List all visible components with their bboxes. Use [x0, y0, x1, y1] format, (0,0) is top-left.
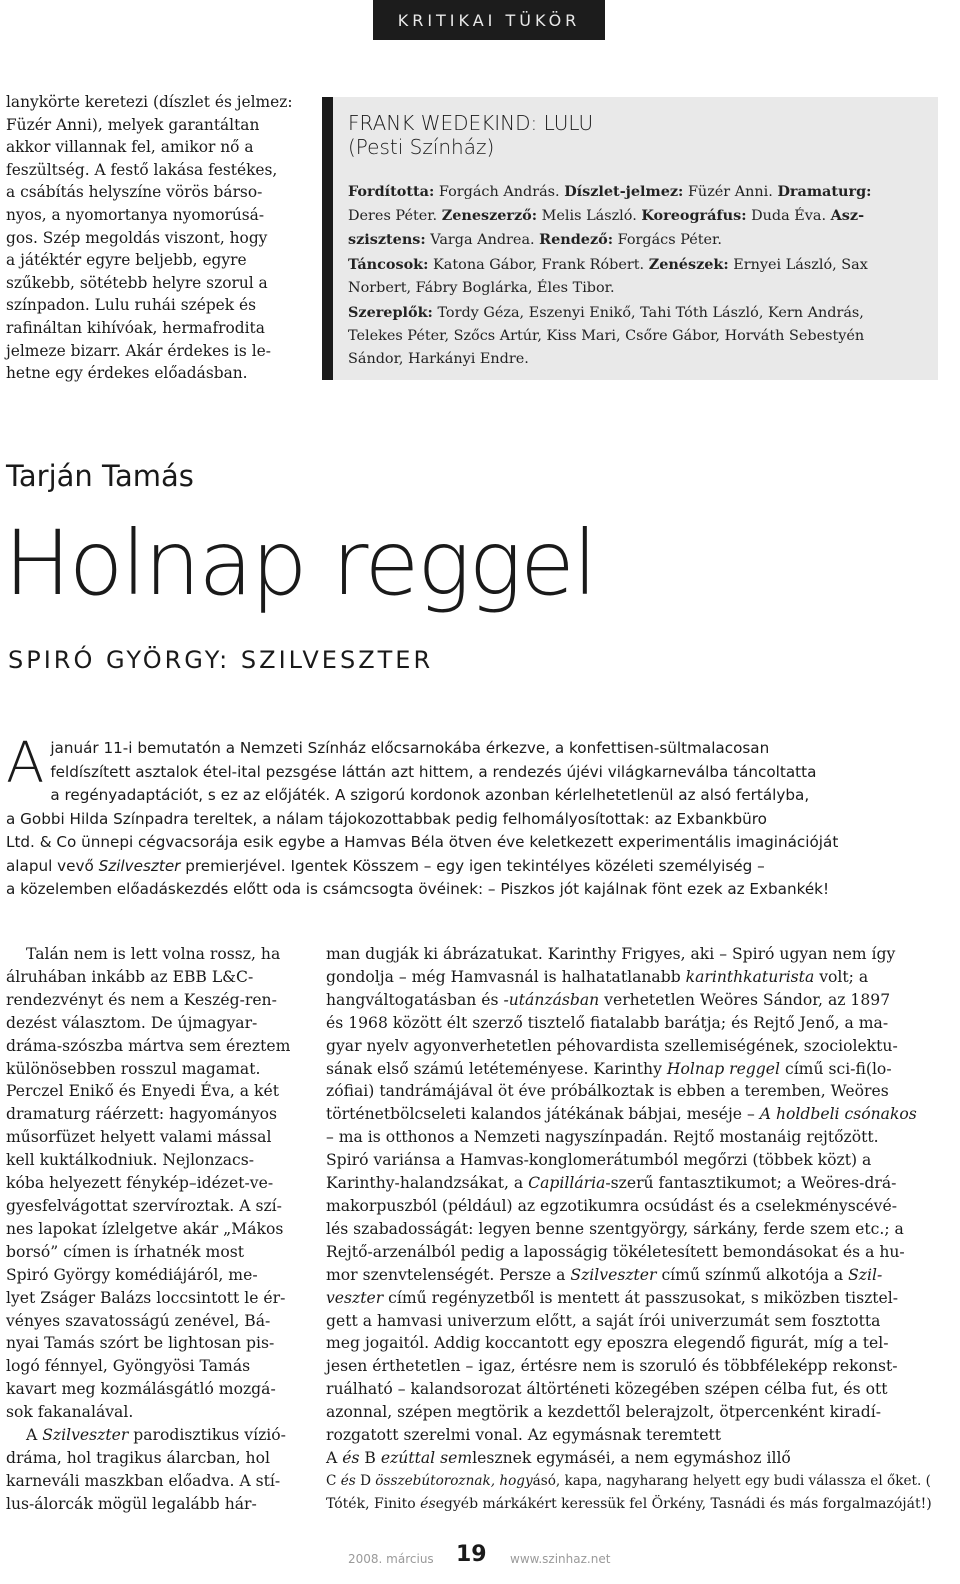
credits-text — [348, 180, 926, 372]
text: Füzér Anni), melyek garantáltan — [6, 115, 260, 134]
credit-value: Forgách András. — [434, 184, 565, 200]
text: című sci-fi(lo- — [780, 1059, 892, 1078]
text-line — [6, 340, 298, 363]
text-line — [6, 1447, 296, 1470]
text: című regényzetből is mentett át passzusokat, s miközben tisztel- — [383, 1288, 899, 1307]
text: feszültség. A festő lakása festékes, — [6, 160, 278, 179]
text-line — [6, 362, 298, 385]
text: színpadon. Lulu ruhái szépek és — [6, 296, 257, 315]
text-line — [326, 1126, 938, 1149]
text: Rejtő-arzenálból pedig a laposságig tökéletesített bemondásokat és a hu- — [326, 1242, 905, 1261]
credit-label: Rendező: — [539, 231, 614, 248]
text: dezést választom. De újmagyar- — [6, 1013, 258, 1032]
text: zófiai) tandrámájával öt éve próbálkoztak is ebben a teremben, Weöres — [326, 1082, 889, 1101]
text: lés szabadosságát: legyen benne szentgyörgy, sárkány, ferde szem etc.; a — [326, 1219, 904, 1238]
lead-line: a regényadaptációt, s ez az előjáték. A szigorú kordonok azonban kérlelhetetlenül az alsó fertályba, — [50, 786, 810, 804]
text-line — [6, 1103, 296, 1126]
text: hetne egy érdekes előadásban. — [6, 364, 248, 383]
credit-value: Duda Éva. — [746, 208, 831, 224]
text-line — [326, 1447, 938, 1470]
text: sának első számú letéteményese. Karinthy — [326, 1059, 667, 1078]
text: meg jogaitól. Addig koccantott egy eposzra elegendő figurát, míg a tel- — [326, 1334, 889, 1353]
text-line — [326, 1355, 938, 1378]
credit-value: Varga Andrea. — [425, 232, 540, 248]
credit-value: Norbert, Fábry Boglárka, Éles Tibor. — [348, 280, 615, 296]
credit-label: Táncosok: — [348, 256, 429, 273]
venue: (Pesti Színház) — [348, 135, 495, 159]
text: ruálható – kalandsorozat áltörténeti közegében szépen célba fut, és ott — [326, 1380, 888, 1399]
text-line — [6, 249, 298, 272]
text: Karinthy-halandzsákat, a — [326, 1174, 529, 1193]
text: történetbölcseleti kalandos játékának bábjai, meséje – — [326, 1105, 760, 1124]
italic-text: A holdbeli csónakos — [759, 1105, 917, 1124]
text: gyesfelvágottat szervíroztak. A szí- — [6, 1196, 282, 1215]
text-line — [6, 317, 298, 340]
text: című színmű alkotója a — [656, 1265, 849, 1284]
text: akkor villannak fel, amikor nő a — [6, 138, 254, 157]
text: dráma-szószba mártva sem éreztem — [6, 1036, 291, 1055]
text-line — [326, 1058, 938, 1081]
lead-line: január 11-i bemutatón a Nemzeti Színház előcsarnokába érkezve, a konfettisen-sültmalacosan — [50, 739, 770, 757]
text: ásó, kapa, nagyharang helyett egy budi válassza el őket. ( — [532, 1472, 931, 1489]
text-line — [326, 1470, 938, 1493]
credits-box-accent-bar — [322, 97, 333, 380]
text-line — [6, 1241, 296, 1264]
text: azonnal, szépen megtörik a kezdettől belerajzolt, ötpercenként kiradí- — [326, 1403, 882, 1422]
text-line — [6, 1287, 296, 1310]
text-line — [6, 1401, 296, 1424]
text-line — [6, 1195, 296, 1218]
text-line — [6, 294, 298, 317]
text-line — [326, 943, 938, 966]
lead-italic: Szilveszter — [98, 856, 181, 875]
text-line — [6, 1058, 296, 1081]
text-line — [326, 1172, 938, 1195]
text: nyai Tamás szórt be lightosan pis- — [6, 1334, 275, 1353]
text-line — [6, 1218, 296, 1241]
text: különösebben rosszul magamat. — [6, 1059, 261, 1078]
credit-label: Fordította: — [348, 183, 435, 200]
italic-text: és — [415, 1495, 436, 1512]
text: a játéktér egyre beljebb, egyre — [6, 251, 247, 270]
text-line — [326, 966, 938, 989]
text: hangváltogatásban és — [326, 990, 504, 1009]
text: lesznek egymáséi, a nem egymáshoz illő — [472, 1448, 791, 1467]
text: szűkebb, sötétebb helyre szorul a — [6, 273, 268, 292]
italic-text: összebútoroznak, hogy — [370, 1472, 533, 1489]
text: lus-álorcák mögül legalább hár- — [6, 1494, 257, 1513]
text-line — [6, 966, 296, 989]
credit-label: Zenészek: — [648, 256, 729, 273]
credit-label: Szereplők: — [348, 304, 433, 321]
credit-label: Asz- — [830, 207, 865, 224]
text: – ma is otthonos a Nemzeti nagyszínpadán. Rejtő mostanáig rejtőzött. — [326, 1128, 879, 1147]
text: Talán nem is lett volna rossz, ha — [26, 945, 281, 963]
text-line — [326, 1401, 938, 1424]
text-line — [6, 989, 296, 1012]
text-line — [6, 272, 298, 295]
credit-value: Katona Gábor, Frank Róbert. — [428, 257, 649, 273]
text: rafináltan kihívóak, hermafrodita — [6, 318, 265, 337]
text-line — [6, 1493, 296, 1516]
text: nes lapokat ízlelgetve akár „Mákos — [6, 1219, 284, 1238]
text: makorpuszból (például) az egzotikumra ocsúdást és a cselekményscévé- — [326, 1196, 897, 1215]
text: műsorfüzet helyett valami mással — [6, 1128, 272, 1147]
text: dramaturg ráérzett: hagyományos — [6, 1105, 277, 1124]
credit-label: Zeneszerző: — [441, 207, 538, 224]
body-column-right — [326, 943, 938, 1516]
credit-value: Tordy Géza, Eszenyi Enikő, Tahi Tóth László, Kern András, — [432, 305, 864, 321]
italic-text: Holnap reggel — [666, 1059, 780, 1078]
article-title: Holnap reggel — [4, 511, 596, 615]
text-line — [326, 1264, 938, 1287]
text: kavart meg kozmálásgátló mozgá- — [6, 1380, 276, 1399]
text: Perczel Enikő és Enyedi Éva, a két — [6, 1082, 279, 1101]
text: man dugják ki ábrázatukat. Karinthy Frigyes, aki – Spiró ugyan nem így — [326, 945, 896, 963]
text-line — [6, 204, 298, 227]
text-line — [6, 1126, 296, 1149]
lead-line: Ltd. & Co ünnepi cégvacsorája esik egybe a Hamvas Béla ötven éve keletkezett experimentális imaginációját — [6, 833, 839, 851]
text: borsó” címen is írhatnék most — [6, 1242, 244, 1261]
text-line — [6, 91, 298, 114]
lead-line — [6, 855, 942, 879]
text-line — [326, 1035, 938, 1058]
text-line — [326, 1103, 938, 1126]
lead-line: a közelemben előadáskezdés előtt oda is csámcsogta övéinek: – Piszkos jót kajálnak fönt ezek az Exbankék! — [6, 880, 830, 898]
lead-line: a Gobbi Hilda Színpadra tereltek, a nálam tájokozottabbak pedig felhomályosítottak: az Exbankbüro — [6, 809, 767, 828]
italic-text: Szil- — [848, 1265, 883, 1284]
issue-date: 2008. március — [348, 1552, 434, 1566]
text: álruhában inkább az EBB L&C- — [6, 967, 254, 986]
text-line — [326, 1149, 938, 1172]
text: gyar nyelv agyonverhetetlen péhovardista szellemiségének, szociolektu- — [326, 1036, 898, 1055]
credit-label: Dramaturg: — [777, 183, 872, 200]
text-line — [6, 159, 298, 182]
text: logó fénnyel, Gyöngyösi Tamás — [6, 1357, 251, 1376]
text: lyet Zságer Balázs loccsintott le ér- — [6, 1288, 286, 1307]
text: a csábítás helyszíne vörös bárso- — [6, 183, 263, 202]
text-line — [326, 989, 938, 1012]
text-line — [6, 1355, 296, 1378]
text-line — [6, 227, 298, 250]
text: egyéb márkákért keressük fel Örkény, Tasnádi és más forgalmazóját!) — [435, 1495, 932, 1512]
text-line — [326, 1195, 938, 1218]
credit-value: Forgács Péter. — [613, 232, 722, 248]
text: C — [326, 1472, 337, 1489]
credit-value: Ernyei László, Sax — [728, 257, 868, 273]
credit-value: Sándor, Harkányi Endre. — [348, 351, 529, 367]
text: mor szenvtelenségét. Persze a — [326, 1265, 571, 1284]
text-line — [6, 943, 296, 966]
italic-text: -utánzásban — [503, 990, 600, 1009]
italic-text: Szilveszter — [42, 1426, 129, 1445]
drop-cap: A — [6, 731, 45, 796]
text-line — [6, 1310, 296, 1333]
text: verhetetlen Weöres Sándor, az 1897 — [599, 990, 891, 1009]
text: karneváli maszkban előadva. A stí- — [6, 1471, 281, 1490]
text-line — [6, 1424, 296, 1447]
article-lead — [6, 731, 942, 902]
text: Tóték, Finito — [326, 1495, 416, 1512]
author-name: Tarján Tamás — [6, 459, 194, 493]
production-title: FRANK WEDEKIND: LULU — [348, 111, 594, 135]
credit-value: Füzér Anni. — [683, 184, 778, 200]
text-line — [6, 136, 298, 159]
italic-text: Capillária — [528, 1174, 606, 1193]
text: dráma, hol tragikus álarcban, hol — [6, 1448, 270, 1467]
text: B — [364, 1448, 376, 1467]
italic-text: karinthkaturista — [685, 967, 815, 986]
page-number: 19 — [456, 1542, 487, 1567]
text: volt; a — [814, 967, 869, 986]
text-line — [326, 1378, 938, 1401]
text: és 1968 között élt szerző tisztelő fiatalabb barátja; és Rejtő Jenő, a ma- — [326, 1013, 889, 1032]
text-line — [6, 1012, 296, 1035]
text-line — [326, 1012, 938, 1035]
text: -szerű fantasztikumot; a Weöres-drá- — [605, 1174, 897, 1193]
section-header: KRITIKAI TÜKÖR — [373, 0, 605, 40]
article-subtitle: SPIRÓ GYÖRGY: SZILVESZTER — [8, 646, 434, 674]
text: gett a hamvasi univerzum előtt, a saját írói univerzumát sem fosztotta — [326, 1311, 881, 1330]
credits-title — [348, 111, 593, 159]
text: gondolja – még Hamvasnál is halhatatlanabb — [326, 967, 686, 986]
text-line — [6, 114, 298, 137]
page-footer — [0, 1542, 960, 1570]
text-line — [6, 1378, 296, 1401]
text: lanykörte keretezi (díszlet és jelmez: — [6, 93, 293, 111]
text: vényes szavatosságú zenével, Bá- — [6, 1311, 271, 1330]
lead-line: feldíszített asztalok étel-ital pezsgése láttán azt hittem, a rendezés újévi világkarneválba táncoltatta — [50, 762, 817, 781]
text-line — [6, 1264, 296, 1287]
italic-text: veszter — [326, 1288, 384, 1307]
body-column-left — [6, 943, 296, 1516]
text-line — [6, 181, 298, 204]
credit-label: Díszlet-jelmez: — [564, 183, 684, 200]
text-line — [326, 1332, 938, 1355]
text-line — [326, 1424, 938, 1447]
text-line — [326, 1218, 938, 1241]
text: nyos, a nyomortanya nyomorúsá- — [6, 205, 265, 224]
text-line — [326, 1310, 938, 1333]
lead-text: premierjével. Igentek Kösszem – egy igen tekintélyes közéleti személyiség – — [180, 856, 765, 875]
text-line — [326, 1287, 938, 1310]
lead-text: alapul vevő — [6, 856, 99, 875]
text-line — [6, 1470, 296, 1493]
text-line — [6, 1332, 296, 1355]
italic-text: Szilveszter — [570, 1265, 657, 1284]
text: parodisztikus vízió- — [128, 1426, 286, 1445]
text: gos. Szép megoldás viszont, hogy — [6, 228, 268, 247]
text: A — [326, 1448, 338, 1467]
text: jelmeze bizarr. Akár érdekes is le- — [6, 341, 271, 360]
text-line — [6, 1080, 296, 1103]
text: jesen érthetetlen – igaz, értésre nem is szoruló és többféleképp rekonst- — [326, 1357, 898, 1376]
text-line — [326, 1241, 938, 1264]
italic-text: és — [336, 1472, 361, 1489]
website: www.szinhaz.net — [510, 1552, 611, 1566]
text: D — [360, 1472, 371, 1489]
text: kell kuktálkodniuk. Nejlonzacs- — [6, 1151, 255, 1170]
text: Spiró variánsa a Hamvas-konglomerátumból megőrzi (többek közt) a — [326, 1151, 872, 1170]
text-line — [6, 1149, 296, 1172]
credit-label: szisztens: — [348, 231, 426, 248]
text: A — [26, 1426, 43, 1445]
credit-label: Koreográfus: — [641, 207, 747, 224]
italic-text: és — [337, 1448, 365, 1467]
credit-value: Melis László. — [537, 208, 642, 224]
text-line — [6, 1035, 296, 1058]
text: rozgatott szerelmi vonal. Az egymásnak teremtett — [326, 1426, 722, 1445]
text: kóba helyezett fénykép–idézet-ve- — [6, 1174, 274, 1193]
credit-value: Telekes Péter, Szőcs Artúr, Kiss Mari, Csőre Gábor, Horváth Sebestyén — [348, 328, 865, 344]
text: sok fakanalával. — [6, 1403, 134, 1422]
previous-review-column — [6, 91, 298, 385]
text: Spiró György komédiájáról, me- — [6, 1265, 258, 1284]
text-line — [326, 1493, 938, 1516]
text: rendezvényt és nem a Keszég-ren- — [6, 990, 277, 1009]
italic-text: ezúttal sem — [375, 1448, 473, 1467]
credit-value: Deres Péter. — [348, 208, 442, 224]
text-line — [326, 1080, 938, 1103]
text-line — [6, 1172, 296, 1195]
